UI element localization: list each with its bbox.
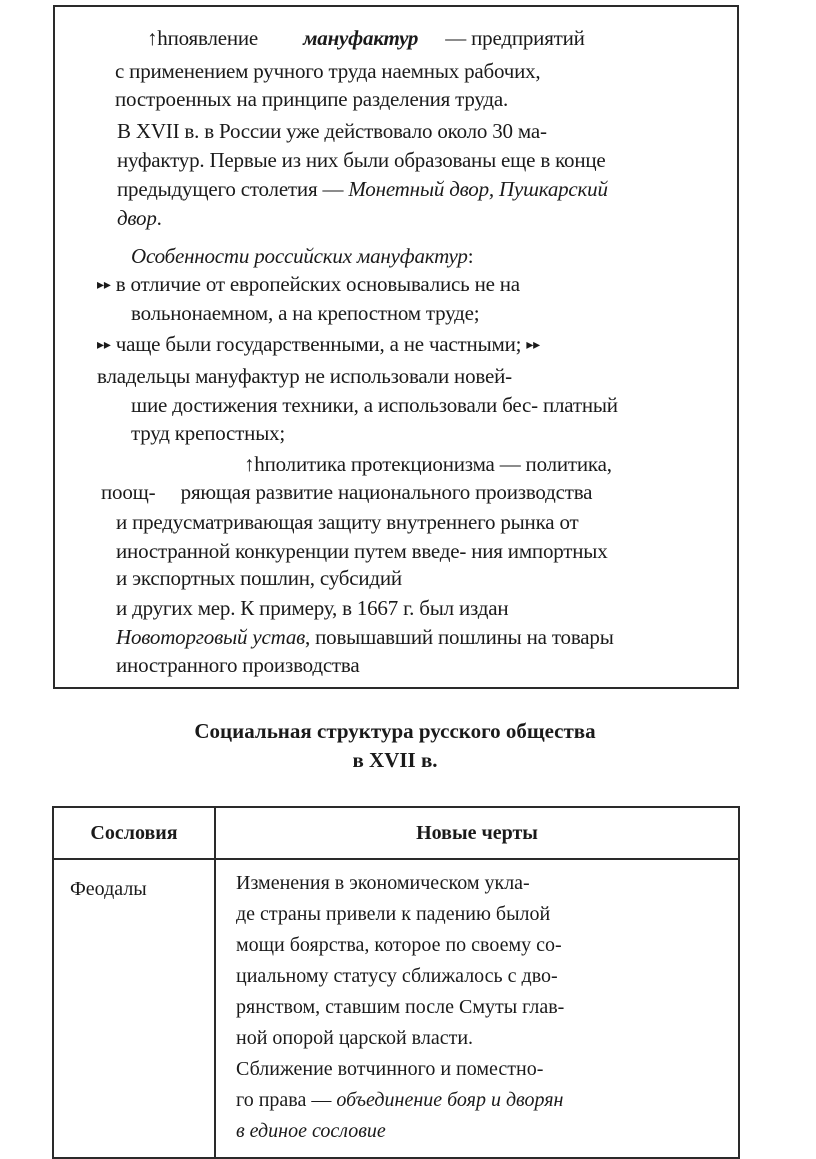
arrow-mark-icon: ↑h bbox=[147, 26, 168, 50]
feature-item-1: ▸▸ в отличие от европейских основывались не на bbox=[97, 272, 520, 296]
column-header-estates: Сословия bbox=[53, 807, 215, 859]
feature-item-3-line-2: шие достижения техники, а использовали бес- платный bbox=[131, 393, 618, 417]
manufactures-definition-line-3: построенных на принципе разделения труда. bbox=[115, 87, 509, 111]
social-structure-table bbox=[52, 806, 740, 1159]
protectionism-line-2: поощ- ряющая развитие национального производства bbox=[101, 480, 593, 504]
term-manufactures: мануфактур bbox=[303, 26, 419, 50]
features-heading: Особенности российских мануфактур: bbox=[131, 244, 474, 268]
novotorgovy-ustav: Новоторговый устав bbox=[116, 625, 306, 649]
protectionism-line-7: Новоторговый устав, повышавший пошлины на товары bbox=[116, 625, 614, 649]
arrow-mark-icon: ↑h bbox=[244, 452, 265, 476]
protectionism-line-6: и других мер. К примеру, в 1667 г. был издан bbox=[116, 596, 509, 620]
feature-item-1-line-2: вольнонаемном, а на крепостном труде; bbox=[131, 301, 480, 325]
section-title: Социальная структура русского общества bbox=[194, 719, 596, 743]
protectionism-line-1: ↑hполитика протекционизма — политика, bbox=[244, 452, 612, 476]
manufactures-history-line-4: двор. bbox=[117, 206, 162, 230]
double-arrow-bullet-icon: ▸▸ bbox=[526, 338, 540, 353]
column-header-new-features: Новые черты bbox=[215, 807, 739, 859]
estate-cell: Феодалы bbox=[53, 859, 215, 1158]
double-arrow-bullet-icon: ▸▸ bbox=[97, 278, 111, 293]
double-arrow-bullet-icon: ▸▸ bbox=[97, 338, 111, 353]
protectionism-line-5: и экспортных пошлин, субсидий bbox=[116, 566, 402, 590]
manufactures-definition-line-2: с применением ручного труда наемных рабочих, bbox=[115, 59, 541, 83]
feature-item-3-line-3: труд крепостных; bbox=[131, 421, 286, 445]
protectionism-line-4: иностранной конкуренции путем введе- ния импортных bbox=[116, 539, 608, 563]
section-title-line-2: в XVII в. bbox=[352, 748, 438, 772]
protectionism-line-3: и предусматривающая защиту внутреннего рынка от bbox=[116, 510, 579, 534]
table-header-row bbox=[53, 807, 739, 859]
manufactures-history-line-3: предыдущего столетия — Монетный двор, Пушкарский bbox=[117, 177, 608, 201]
feature-item-2: ▸▸ чаще были государственными, а не частными; ▸▸ bbox=[97, 332, 540, 356]
features-cell: Изменения в экономическом укла- де страны привели к падению былой мощи боярства, которое по своему со- циальному статусу сближалось с дво- рянством, ставшим после Смуты глав- ной опорой царской власти. Сближение вотчинного и поместно- го права — объединение бояр и дворян в единое сословие bbox=[215, 859, 739, 1158]
protectionism-line-8: иностранного производства bbox=[116, 653, 360, 677]
manufactures-history-line-2: нуфактур. Первые из них были образованы еще в конце bbox=[117, 148, 606, 172]
feature-item-3: владельцы мануфактур не использовали новей- bbox=[97, 364, 512, 388]
manufactures-history-line-1: В XVII в. в России уже действовало около 30 ма- bbox=[117, 119, 547, 143]
manufactures-definition-line-1: ↑hпоявление мануфактур — предприятий bbox=[147, 26, 585, 50]
table-row bbox=[53, 859, 739, 1158]
